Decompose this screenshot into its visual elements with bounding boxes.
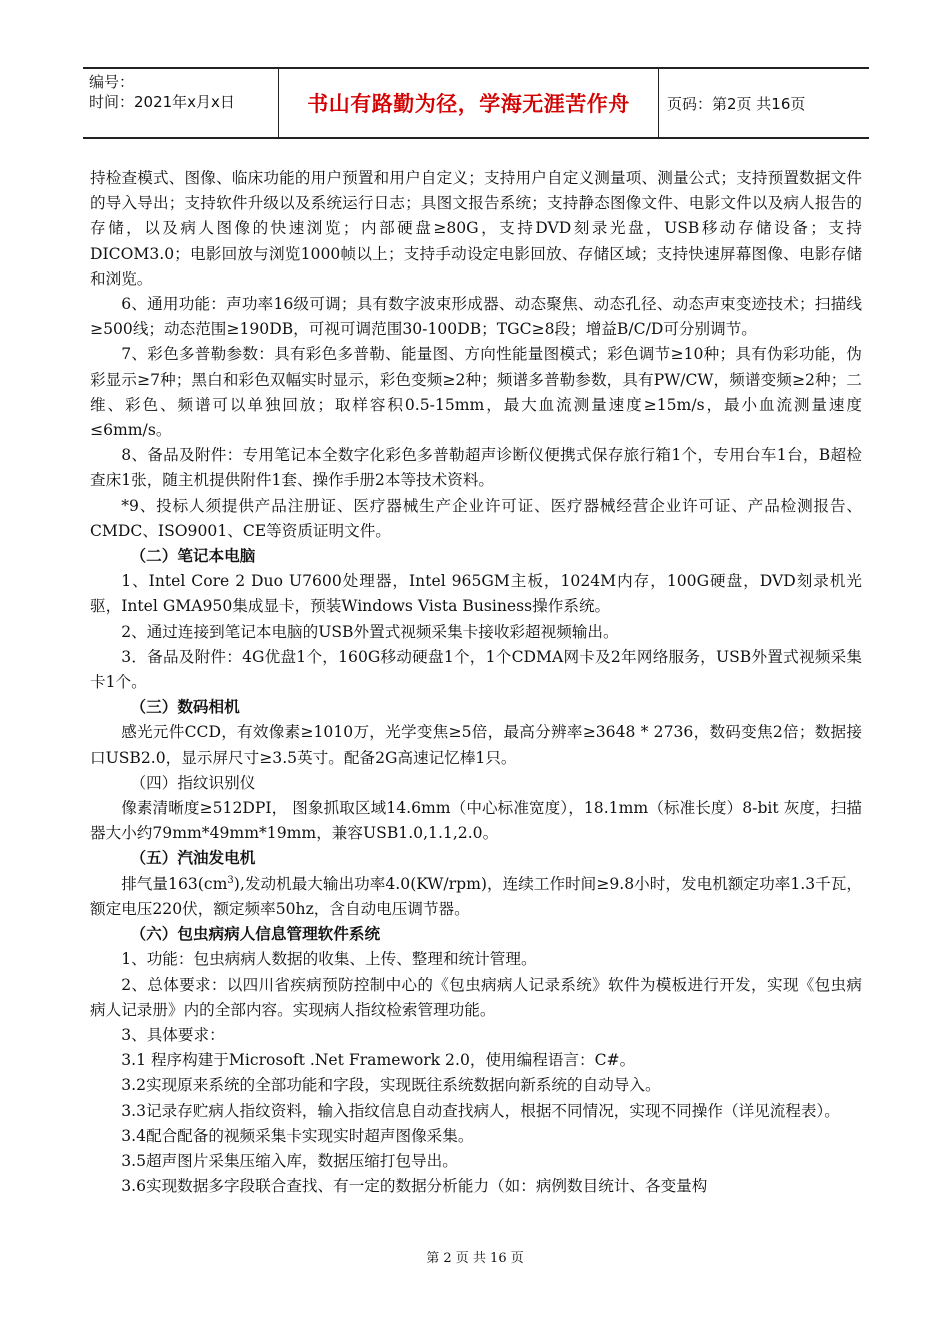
header-table [83, 67, 869, 139]
section-heading: （五）汽油发电机 [130, 849, 256, 868]
paragraph: 2、通过连接到笔记本电脑的USB外置式视频采集卡接收彩超视频输出。 [121, 622, 619, 641]
paragraph: 3.6实现数据多字段联合查找、有一定的数据分析能力（如：病例数目统计、各变量构 [121, 1177, 708, 1196]
section-heading: （三）数码相机 [130, 698, 240, 717]
paragraph: 3.5超声图片采集压缩入库，数据压缩打包导出。 [121, 1151, 458, 1170]
header-motto: 书山有路勤为径，学海无涯苦作舟 [279, 69, 659, 137]
document-date-label: 时间：2021年x月x日 [89, 93, 235, 111]
paragraph-text: 排气量163(cm [121, 874, 228, 893]
header-meta [83, 69, 279, 137]
paragraph: 7、彩色多普勒参数：具有彩色多普勒、能量图、方向性能量图模式；彩色调节≥10种；具有伪彩功能，伪彩显示≥7种；黑白和彩色双幅实时显示，彩色变频≥2种；频谱多普勒参数，具有PW/CW，频谱变频≥2种；二维、彩色、频谱可以单独回放；取样容积0.5-15mm，最大血流测量速度≥15m/s，最小血流测量速度≤6mm/s。 [90, 345, 862, 440]
paragraph: 像素清晰度≥512DPI， 图象抓取区域14.6mm（中心标准宽度），18.1mm（标准长度）8-bit 灰度，扫描器大小约79mm*49mm*19mm，兼容USB1.0,1.1,2.0。 [90, 799, 862, 843]
paragraph: 3．备品及附件：4G优盘1个，160G移动硬盘1个，1个CDMA网卡及2年网络服务，USB外置式视频采集卡1个。 [90, 647, 862, 692]
paragraph [90, 872, 862, 922]
paragraph: *9、投标人须提供产品注册证、医疗器械生产企业许可证、医疗器械经营企业许可证、产品检测报告、CMDC、ISO9001、CE等资质证明文件。 [90, 496, 862, 540]
paragraph: 感光元件CCD，有效像素≥1010万，光学变焦≥5倍，最高分辨率≥3648 * 2736，数码变焦2倍；数据接口USB2.0，显示屏尺寸≥3.5英寸。配备2G高速记忆棒1只。 [90, 723, 862, 767]
paragraph: 3.1 程序构建于Microsoft .Net Framework 2.0，使用编程语言：C#。 [121, 1051, 636, 1070]
page-footer: 第 2 页 共 16 页 [426, 1251, 524, 1266]
paragraph: 3.3记录存贮病人指纹资料，输入指纹信息自动查找病人，根据不同情况，实现不同操作（详见流程表）。 [121, 1101, 840, 1120]
section-heading: （四）指纹识别仪 [130, 773, 256, 792]
header-page-label: 页码：第2页 共16页 [667, 94, 806, 113]
paragraph: 3.4配合配备的视频采集卡实现实时超声图像采集。 [121, 1126, 474, 1145]
paragraph: 3、具体要求： [121, 1025, 225, 1044]
section-heading: （六）包虫病病人信息管理软件系统 [130, 925, 381, 944]
paragraph: 3.2实现原来系统的全部功能和字段，实现既往系统数据向新系统的自动导入。 [121, 1076, 661, 1095]
superscript: 3 [227, 874, 234, 886]
paragraph: 1、Intel Core 2 Duo U7600处理器，Intel 965GM主板，1024M内存，100G硬盘，DVD刻录机光驱，Intel GMA950集成显卡，预装Windows Vista Business操作系统。 [90, 572, 862, 616]
document-body [90, 166, 862, 1199]
paragraph: 2、总体要求：以四川省疾病预防控制中心的《包虫病病人记录系统》软件为模板进行开发，实现《包虫病病人记录册》内的全部内容。实现病人指纹检索管理功能。 [90, 975, 862, 1019]
paragraph: 1、功能：包虫病病人数据的收集、上传、整理和统计管理。 [121, 950, 537, 969]
paragraph: 8、备品及附件：专用笔记本全数字化彩色多普勒超声诊断仪便携式保存旅行箱1个，专用台车1台，B超检查床1张，随主机提供附件1套、操作手册2本等技术资料。 [90, 446, 862, 490]
paragraph: 6、通用功能：声功率16级可调；具有数字波束形成器、动态聚焦、动态孔径、动态声束变迹技术；扫描线≥500线；动态范围≥190DB，可视可调范围30-100DB；TGC≥8段；增益B/C/D可分别调节。 [90, 295, 862, 339]
section-heading: （二）笔记本电脑 [130, 547, 256, 566]
paragraph-text: ),发动机最大输出功率4.0(KW/rpm)，连续工作时间≥9.8小时，发电机额定功率1.3千瓦，额定电压220伏，额定频率50hz，含自动电压调节器。 [90, 874, 862, 918]
paragraph: 持检查模式、图像、临床功能的用户预置和用户自定义；支持用户自定义测量项、测量公式；支持预置数据文件的导入导出；支持软件升级以及系统运行日志；具图文报告系统；支持静态图像文件、电影文件以及病人报告的存储，以及病人图像的快速浏览；内部硬盘≥80G，支持DVD刻录光盘，USB移动存储设备；支持DICOM3.0；电影回放与浏览1000帧以上；支持手动设定电影回放、存储区域；支持快速屏幕图像、电影存储和浏览。 [90, 169, 862, 288]
document-number-label: 编号： [89, 73, 135, 91]
